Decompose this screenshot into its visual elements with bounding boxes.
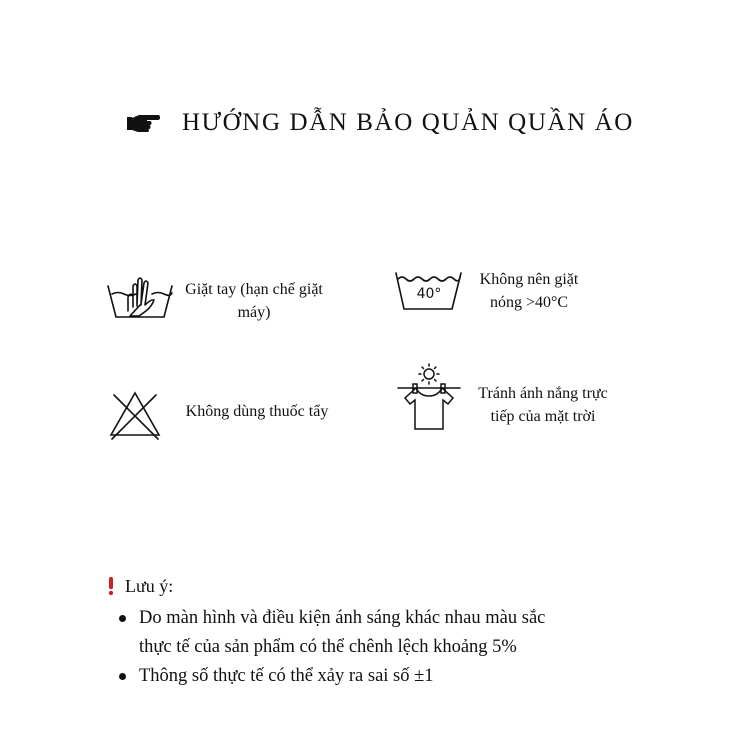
hand-wash-icon xyxy=(106,274,174,320)
note-line: Thông số thực tế có thể xảy ra sai số ±1 xyxy=(139,666,434,686)
exclamation-icon xyxy=(106,576,116,596)
note-line: thực tế của sản phẩm có thể chênh lệch khoảng 5% xyxy=(139,637,517,657)
note-title: Lưu ý: xyxy=(125,575,174,596)
care-label-no-sun xyxy=(466,382,620,428)
page-title: HƯỚNG DẪN BẢO QUẢN QUẦN ÁO xyxy=(182,109,634,136)
care-label-line: nóng >40°C xyxy=(489,294,569,311)
care-label-no-bleach xyxy=(176,400,338,423)
list-item xyxy=(106,662,626,691)
bullet-icon xyxy=(119,615,126,622)
bullet-icon xyxy=(119,673,126,680)
care-label-line: Tránh ánh nắng trực xyxy=(478,385,608,402)
care-label-wash-40 xyxy=(466,268,592,314)
note-list xyxy=(106,604,626,691)
title-row xyxy=(126,106,634,140)
no-bleach-icon xyxy=(108,388,162,442)
note-line: Do màn hình và điều kiện ánh sáng khác nhau màu sắc xyxy=(139,608,546,628)
note-header xyxy=(106,574,626,598)
care-label-line: Không dùng thuốc tẩy xyxy=(185,403,329,420)
list-item xyxy=(106,604,626,662)
care-label-line: máy) xyxy=(237,304,271,321)
care-label-line: Giặt tay (hạn chế giặt xyxy=(185,281,323,298)
care-label-line: Không nên giặt xyxy=(479,271,579,288)
wash-temp-text: 40° xyxy=(416,286,442,302)
wash-40-icon xyxy=(394,270,464,312)
note-section xyxy=(106,574,626,691)
care-label-hand-wash xyxy=(176,278,332,324)
care-label-line: tiếp của mặt trời xyxy=(490,408,596,425)
no-direct-sun-icon xyxy=(396,362,462,434)
pointing-hand-icon xyxy=(126,111,160,135)
